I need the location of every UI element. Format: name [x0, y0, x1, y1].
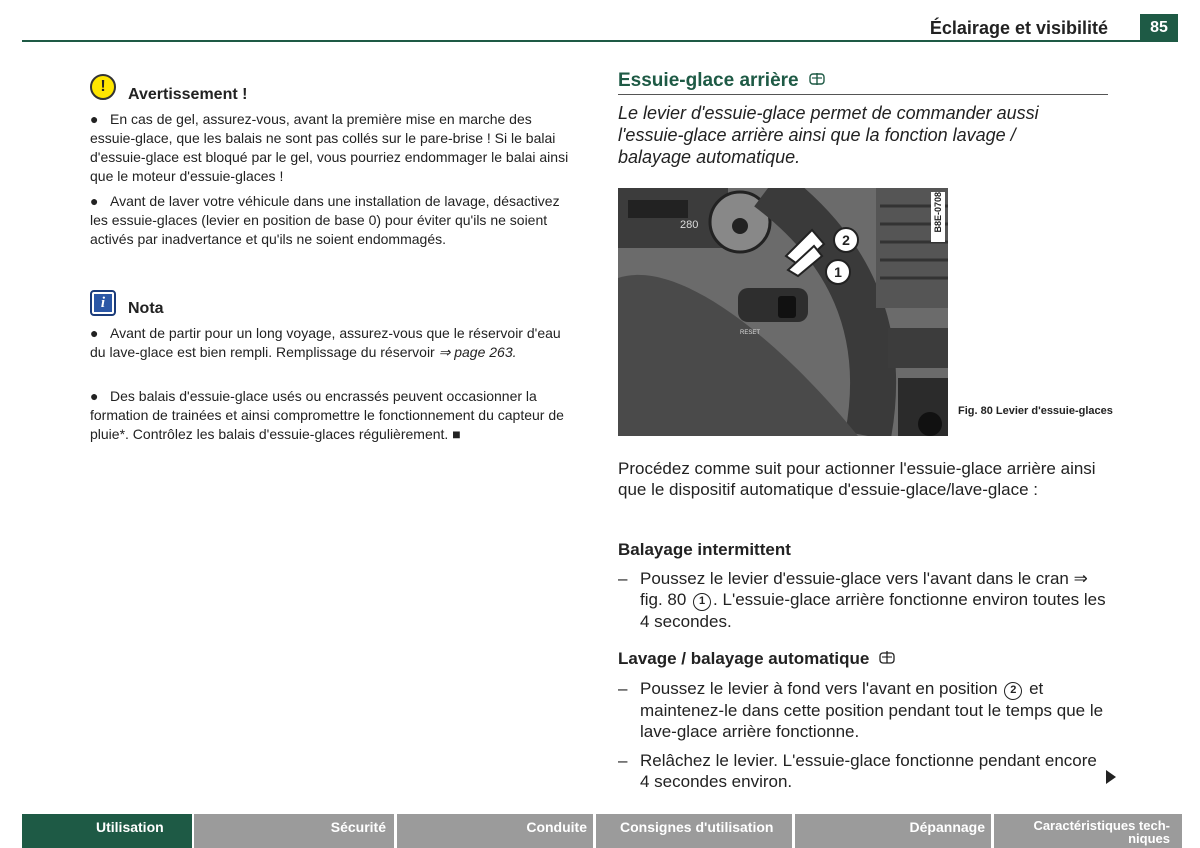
figure-code: B8E-0708 — [931, 192, 945, 242]
list-item-lavage-2 — [618, 750, 1108, 792]
figure-illustration — [618, 188, 948, 436]
nota-item-2-text: Des balais d'essuie-glace usés ou encrassés peuvent occasionner la formation de trainées et ainsi compromettre le fonctionnement du capteur de pluie*. Contrôlez les balais d'essuie-glaces régulièrement. — [90, 388, 564, 442]
tab-securite[interactable]: Sécurité — [194, 814, 394, 848]
bullet-icon: ● — [90, 193, 99, 209]
section-intro: Le levier d'essuie-glace permet de commander aussi l'essuie-glace arrière ainsi que la fonction lavage / balayage automatique. — [618, 103, 1039, 167]
callout-1: 1 — [834, 264, 842, 280]
tab-depannage[interactable]: Dépannage — [795, 814, 991, 848]
list-item-lavage-1 — [618, 678, 1108, 742]
dash-marker: – — [618, 569, 628, 588]
heading-lavage: Lavage / balayage automatique — [618, 648, 896, 669]
callout-2: 2 — [842, 232, 850, 248]
section-title: Essuie-glace arrière — [618, 70, 826, 92]
position-1-badge: 1 — [693, 593, 711, 611]
warning-item-2-text: Avant de laver votre véhicule dans une installation de lavage, désactivez les essuie-glaces (levier en position de base 0) pour éviter qu'ils ne soient activés par inadvertance et qu'ils ne soient endommagés. — [90, 193, 560, 247]
tab-utilisation[interactable]: Utilisation — [22, 814, 192, 848]
tab-caracteristiques[interactable]: Caractéristiques tech-niques — [994, 814, 1182, 848]
chapter-title: Éclairage et visibilité — [929, 18, 1108, 38]
gauge-label: 280 — [680, 219, 699, 231]
lavage2-text: Relâchez le levier. L'essuie-glace fonctionne pendant encore 4 secondes environ. — [640, 751, 1097, 791]
dash-marker: – — [618, 751, 628, 770]
reset-label: RESET — [740, 330, 761, 336]
warning-item-1-text: En cas de gel, assurez-vous, avant la première mise en marche des essuie-glace, que les balais ne sont pas collés sur le pare-brise ! Si le balai d'essuie-glace est bloqué par le gel, vous pourriez endommager le balai ainsi que le moteur d'essuie-glaces ! — [90, 111, 569, 184]
tab-consignes[interactable]: Consignes d'utilisation — [596, 814, 792, 848]
bullet-icon: ● — [90, 111, 99, 127]
header-rule — [22, 40, 1142, 42]
warning-item-2 — [90, 192, 580, 249]
intermittent-text-a: Poussez le levier d'essuie-glace vers l'avant dans le cran ⇒ fig. 80 — [640, 569, 1088, 609]
lavage1-text-b: et maintenez-le dans cette position pendant tout le temps que le lave-glace arrière fonctionne. — [640, 679, 1104, 741]
end-mark: ■ — [452, 426, 461, 442]
warning-exclamation-icon: ! — [90, 74, 116, 100]
list-item-intermittent — [618, 568, 1108, 632]
rear-wiper-icon — [808, 70, 826, 88]
warning-item-1 — [90, 110, 580, 186]
figure-caption: Fig. 80 Levier d'essuie-glaces — [958, 405, 1113, 417]
info-icon: i — [90, 290, 116, 316]
rear-washer-icon — [878, 648, 896, 666]
nota-item-1 — [90, 324, 580, 362]
nota-item-1-text: Avant de partir pour un long voyage, assurez-vous que le réservoir d'eau du lave-glace est bien rempli. Remplissage du réservoir — [90, 325, 561, 360]
dash-marker: – — [618, 679, 628, 698]
bullet-icon: ● — [90, 388, 99, 404]
page-number: 85 — [1140, 14, 1178, 42]
tab-conduite[interactable]: Conduite — [397, 814, 593, 848]
wiper-lever-figure — [618, 188, 948, 436]
nota-item-2 — [90, 387, 580, 444]
warning-title: Avertissement ! — [128, 86, 248, 103]
intermittent-text-b: . L'essuie-glace arrière fonctionne environ toutes les 4 secondes. — [640, 590, 1106, 631]
footer-nav — [22, 814, 1182, 848]
procedure-text: Procédez comme suit pour actionner l'essuie-glace arrière ainsi que le dispositif automatique d'essuie-glace/lave-glace : — [618, 459, 1096, 499]
lavage1-text-a: Poussez le levier à fond vers l'avant en position — [640, 679, 998, 698]
position-2-badge: 2 — [1004, 682, 1022, 700]
section-rule — [618, 94, 1108, 95]
bullet-icon: ● — [90, 325, 99, 341]
page-reference-link[interactable]: ⇒ page 263. — [438, 344, 517, 360]
heading-intermittent: Balayage intermittent — [618, 540, 791, 559]
nota-title: Nota — [128, 300, 164, 317]
next-page-arrow-icon[interactable] — [1106, 770, 1116, 784]
